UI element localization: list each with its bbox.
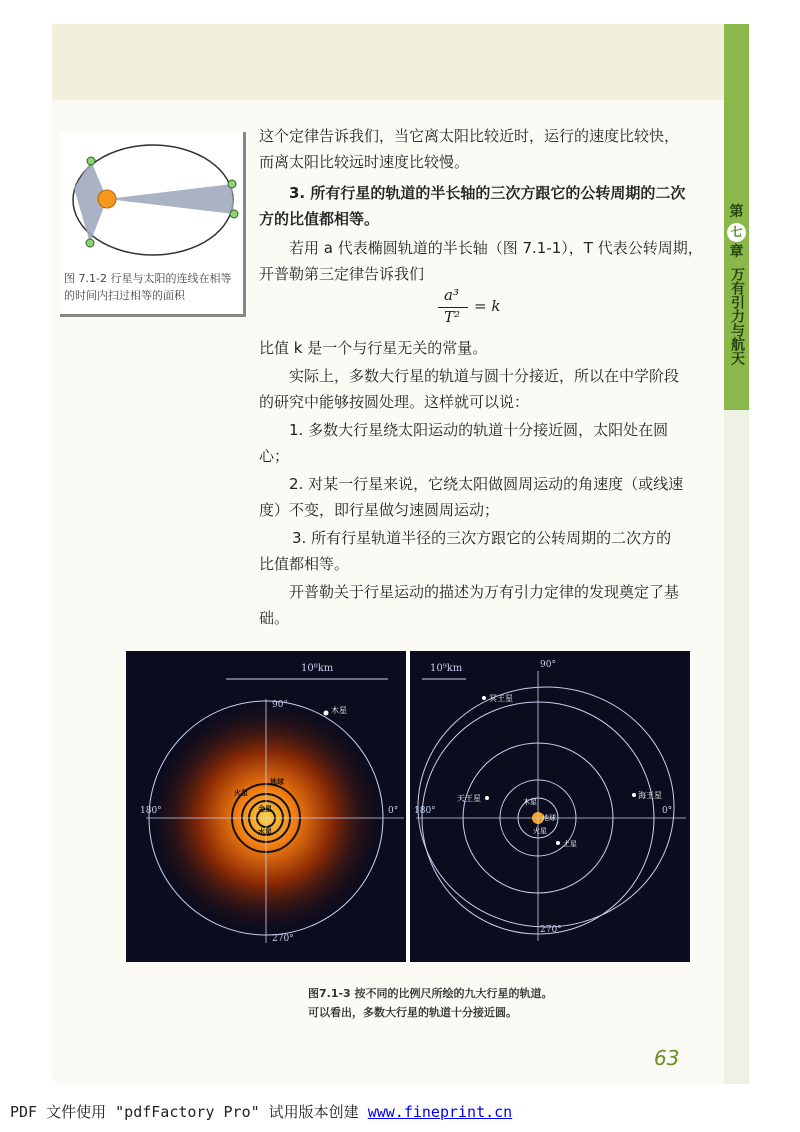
right-panel [410,651,690,962]
right-label-earth: 地球 [542,814,556,822]
left-label-mars: 火星 [234,789,248,797]
law-3-line-1: 3. 所有行星的轨道的半长轴的三次方跟它的公转周期的二次 [289,184,686,202]
figure-planet-orbits [126,651,690,962]
formula-numerator: a³ [444,286,459,304]
paragraph-3: 比值 k 是一个与行星无关的常量。 [259,339,488,357]
item-2-line-1: 2. 对某一行星来说，它绕太阳做圆周运动的角速度（或线速 [289,475,684,493]
page-number: 63 [654,1046,680,1070]
left-angle-180: 180° [140,806,162,816]
right-angle-0: 0° [662,806,673,816]
figure-3-caption-line-2: 可以看出，多数大行星的轨道十分接近圆。 [308,1006,517,1019]
sun-icon [98,190,116,208]
right-label-saturn: 土星 [563,840,577,848]
left-scale-label: 10⁸km [301,663,334,674]
paragraph-4-line-2: 的研究中能够按圆处理。这样就可以说： [259,393,530,411]
chapter-label [724,204,749,365]
right-label-jupiter: 木星 [523,798,537,806]
item-3-line-1: 3. 所有行星轨道半径的三次方跟它的公转周期的二次方的 [292,529,672,547]
side-margin [724,410,749,1084]
planet-position-3 [228,180,236,188]
right-label-mars: 火星 [533,827,547,835]
chapter-number-badge: 七 [727,223,746,242]
chapter-title: 万有引力与航天 [729,267,745,365]
formula-rhs: = k [474,297,501,315]
figure-3-caption [308,984,608,1022]
right-scale-label: 10⁹km [430,663,463,674]
item-1-line-1: 1. 多数大行星绕太阳运动的轨道十分接近圆，太阳处在圆 [289,421,669,439]
orbits-illustration [126,651,690,962]
right-label-pluto: 冥王星 [489,694,513,703]
left-label-jupiter: 木星 [331,706,347,715]
left-label-earth: 地球 [270,778,284,786]
paragraph-5-line-2: 础。 [259,609,290,627]
paragraph-1-line-1: 这个定律告诉我们，当它离太阳比较近时，运行的速度比较快， [259,127,680,145]
pluto-dot [482,696,486,700]
item-3-line-2: 比值都相等。 [259,555,350,573]
panel-divider [406,651,410,962]
footer-link[interactable]: www.fineprint.cn [367,1103,513,1121]
left-angle-0: 0° [388,806,399,816]
chapter-suffix: 章 [729,244,744,260]
right-angle-270: 270° [540,925,562,935]
formula-denominator: T² [444,308,461,326]
planet-position-1 [87,157,95,165]
header-band [52,24,724,100]
swept-area-far [107,184,234,214]
item-2-line-2: 度）不变，即行星做匀速圆周运动； [259,501,500,519]
left-label-venus: 金星 [258,805,272,813]
uranus-dot [485,796,489,800]
planet-position-2 [86,239,94,247]
left-angle-270: 270° [272,934,294,944]
pdf-footer [10,1101,512,1122]
left-label-mercury: 水星 [258,828,272,836]
right-label-neptune: 海王星 [638,791,662,800]
left-angle-90: 90° [272,700,288,710]
paragraph-1-line-2: 而离太阳比较远时速度比较慢。 [259,153,470,171]
jupiter-dot [324,711,329,716]
law-3-line-2: 方的比值都相等。 [259,210,380,228]
chapter-prefix: 第 [729,204,744,220]
saturn-dot [556,841,560,845]
paragraph-5-line-1: 开普勒关于行星运动的描述为万有引力定律的发现奠定了基 [289,583,680,601]
figure-1-caption: 图 7.1-2 行星与太阳的连线在相等的时间内扫过相等的面积 [64,272,232,302]
right-angle-180: 180° [414,806,436,816]
ellipse-orbit-diagram [60,132,246,272]
right-angle-90: 90° [540,660,556,670]
footer-text: PDF 文件使用 "pdfFactory Pro" 试用版本创建 [10,1103,368,1121]
planet-position-4 [230,210,238,218]
paragraph-2-line-1: 若用 a 代表椭圆轨道的半长轴（图 7.1-1），T 代表公转周期， [289,239,703,257]
right-label-uranus: 天王星 [457,794,481,803]
neptune-dot [632,793,636,797]
item-1-line-2: 心； [259,447,290,465]
figure-3-caption-line-1: 图7.1-3 按不同的比例尺所绘的九大行星的轨道。 [308,987,553,1000]
paragraph-4-line-1: 实际上，多数大行星的轨道与圆十分接近，所以在中学阶段 [289,367,680,385]
kepler-third-law-formula [436,286,526,326]
paragraph-2-line-2: 开普勒第三定律告诉我们 [259,265,425,283]
